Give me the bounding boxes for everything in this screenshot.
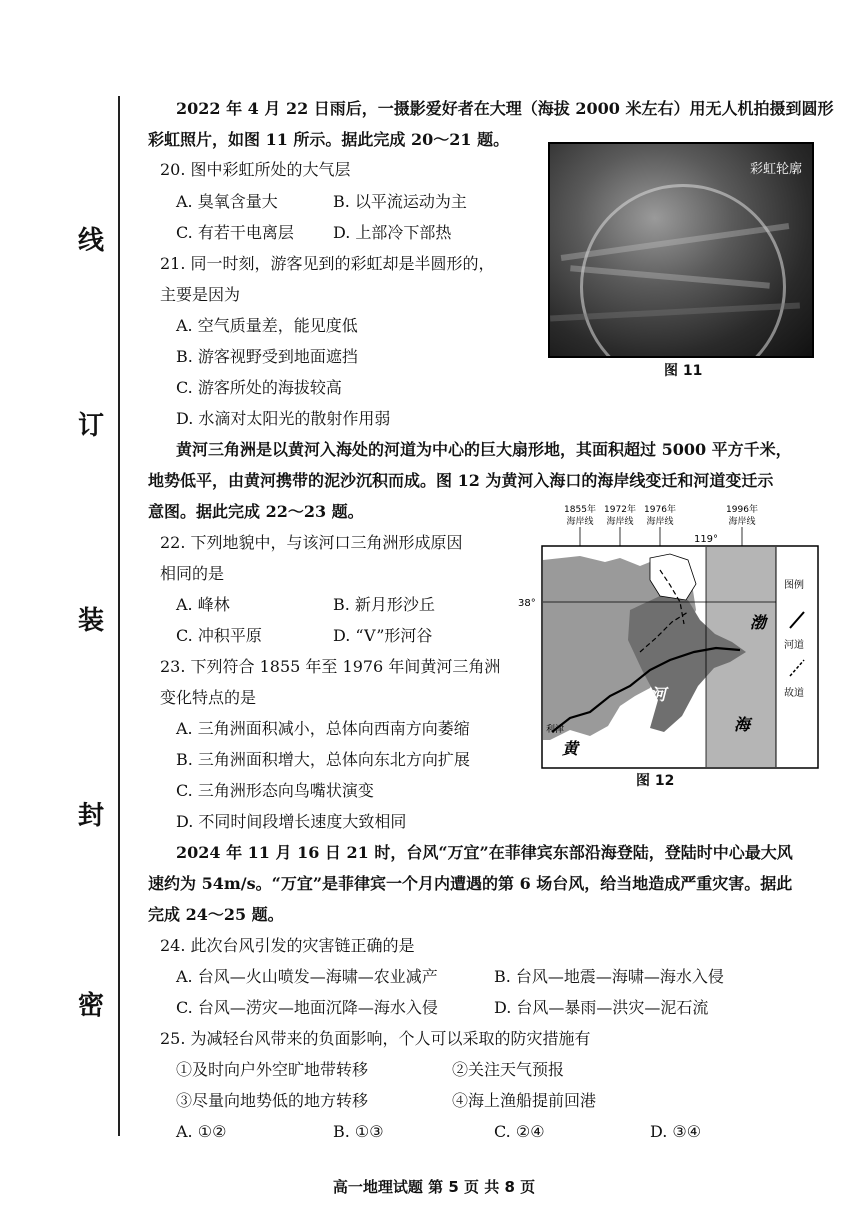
q21-option-b: B. 游客视野受到地面遮挡 (176, 347, 358, 366)
q22-stem-line1: 22. 下列地貌中，与该河口三角洲形成原因 (160, 533, 463, 552)
intro1-line2: 彩虹照片，如图 11 所示。据此完成 20～21 题。 (148, 130, 510, 149)
coast-label-1972-text: 海岸线 (606, 517, 634, 527)
coast-label-1972-year: 1972年 (604, 505, 636, 515)
binding-char-zhuang: 装 (78, 606, 105, 636)
binding-line (118, 96, 120, 1136)
q25-measure-3: ③尽量向地势低的地方转移 (176, 1091, 369, 1110)
river-label-he: 河 (650, 685, 667, 704)
q24-option-d: D. 台风—暴雨—洪灾—泥石流 (494, 998, 709, 1017)
lijin-label: 利津 (546, 725, 565, 735)
intro3-line1: 2024 年 11 月 16 日 21 时，台风“万宜”在菲律宾东部沿海登陆，登陆时中心最大风 (176, 843, 793, 862)
q22-stem-line2: 相同的是 (160, 564, 225, 583)
q25-measure-2: ②关注天气预报 (452, 1060, 565, 1079)
coast-label-1996-text: 海岸线 (728, 517, 756, 527)
rainbow-outline-label: 彩虹轮廓 (749, 162, 802, 177)
q24-option-a: A. 台风—火山喷发—海啸—农业减产 (176, 967, 438, 986)
yellow-river-delta-map (510, 500, 820, 790)
q21-stem-line2: 主要是因为 (160, 285, 241, 304)
q23-option-d: D. 不同时间段增长速度大致相同 (176, 812, 407, 831)
figure12-caption: 图 12 (636, 773, 675, 789)
legend-river-label: 河道 (784, 640, 804, 651)
q22-option-d: D. “V”形河谷 (333, 626, 433, 645)
q20-option-c: C. 有若干电离层 (176, 223, 294, 242)
q23-option-a: A. 三角洲面积减小，总体向西南方向萎缩 (176, 719, 470, 738)
q25-measure-1: ①及时向户外空旷地带转移 (176, 1060, 369, 1079)
legend-old-channel-label: 故道 (784, 688, 804, 699)
q23-option-c: C. 三角洲形态向鸟嘴状演变 (176, 781, 374, 800)
q25-option-d: D. ③④ (650, 1122, 702, 1141)
binding-char-mi: 密 (78, 991, 105, 1021)
figure11-caption: 图 11 (664, 363, 703, 379)
longitude-label: 119° (693, 534, 719, 545)
coast-label-1855-text: 海岸线 (566, 517, 594, 527)
q25-measure-4: ④海上渔船提前回港 (452, 1091, 597, 1110)
q21-stem-line1: 21. 同一时刻，游客见到的彩虹却是半圆形的， (160, 254, 495, 273)
q23-stem-line1: 23. 下列符合 1855 年至 1976 年间黄河三角洲 (160, 657, 501, 676)
q22-option-b: B. 新月形沙丘 (333, 595, 435, 614)
q20-option-a: A. 臭氧含量大 (176, 192, 278, 211)
intro2-line1: 黄河三角洲是以黄河入海处的河道为中心的巨大扇形地，其面积超过 5000 平方千米， (176, 440, 792, 459)
coast-label-1976-text: 海岸线 (646, 517, 674, 527)
river-label-huang: 黄 (562, 739, 579, 758)
coast-label-1996-year: 1996年 (726, 505, 758, 515)
page-footer: 高一地理试题 第 5 页 共 8 页 (332, 1178, 536, 1196)
rainbow-photo (548, 142, 814, 358)
coast-label-1976-year: 1976年 (644, 505, 676, 515)
q21-option-d: D. 水滴对太阳光的散射作用弱 (176, 409, 391, 428)
q25-option-a: A. ①② (176, 1122, 227, 1141)
q25-stem: 25. 为减轻台风带来的负面影响，个人可以采取的防灾措施有 (160, 1029, 591, 1048)
q21-option-c: C. 游客所处的海拔较高 (176, 378, 342, 397)
q21-option-a: A. 空气质量差，能见度低 (176, 316, 358, 335)
q24-stem: 24. 此次台风引发的灾害链正确的是 (160, 936, 415, 955)
binding-char-ding: 订 (78, 411, 105, 441)
intro3-line3: 完成 24～25 题。 (148, 905, 284, 924)
intro1-line1: 2022 年 4 月 22 日雨后，一摄影爱好者在大理（海拔 2000 米左右）用无人机拍摄到圆形 (176, 99, 834, 118)
intro3-line2: 速约为 54m/s。“万宜”是菲律宾一个月内遭遇的第 6 场台风，给当地造成严重灾害。据此 (148, 874, 793, 893)
q24-option-b: B. 台风—地震—海啸—海水入侵 (494, 967, 724, 986)
q20-option-d: D. 上部冷下部热 (333, 223, 452, 242)
q25-option-b: B. ①③ (333, 1122, 384, 1141)
bohai-label-hai: 海 (734, 715, 751, 734)
q20-stem: 20. 图中彩虹所处的大气层 (160, 160, 351, 179)
q25-option-c: C. ②④ (494, 1122, 545, 1141)
intro2-line3: 意图。据此完成 22～23 题。 (148, 502, 364, 521)
q20-option-b: B. 以平流运动为主 (333, 192, 467, 211)
latitude-label: 38° (518, 598, 536, 609)
q22-option-a: A. 峰林 (176, 595, 230, 614)
binding-char-xian: 线 (78, 226, 105, 256)
bohai-label-bo: 渤 (750, 613, 767, 632)
q24-option-c: C. 台风—涝灾—地面沉降—海水入侵 (176, 998, 438, 1017)
binding-char-feng: 封 (78, 801, 105, 831)
intro2-line2: 地势低平，由黄河携带的泥沙沉积而成。图 12 为黄河入海口的海岸线变迁和河道变迁示 (148, 471, 774, 490)
coast-label-1855-year: 1855年 (564, 505, 596, 515)
q22-option-c: C. 冲积平原 (176, 626, 262, 645)
q23-option-b: B. 三角洲面积增大，总体向东北方向扩展 (176, 750, 470, 769)
legend-title: 图例 (784, 580, 804, 591)
q23-stem-line2: 变化特点的是 (160, 688, 257, 707)
